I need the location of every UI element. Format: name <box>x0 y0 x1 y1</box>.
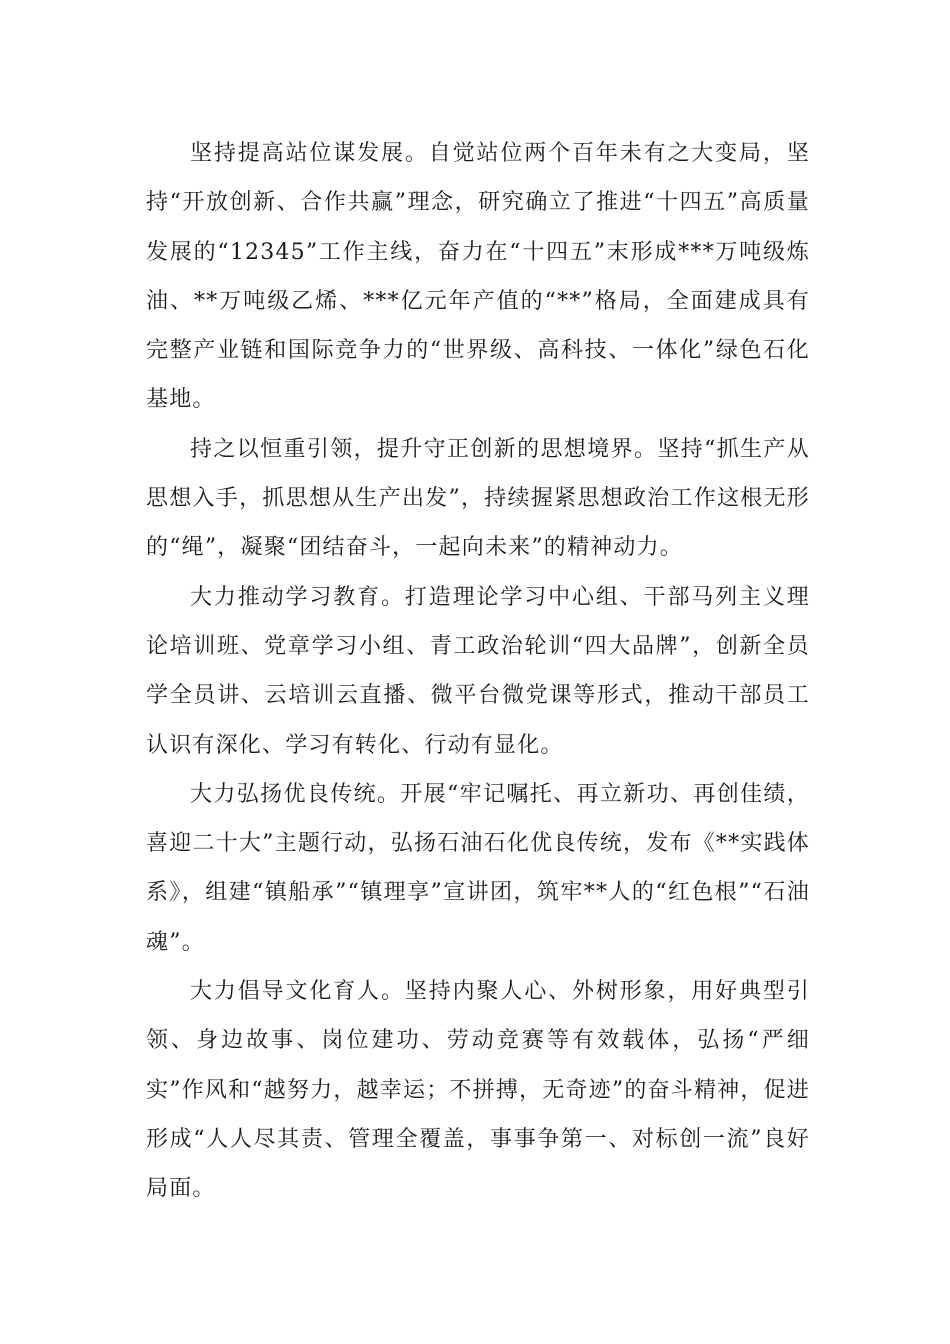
paragraph-5: 大力倡导文化育人。坚持内聚人心、外树形象，用好典型引领、身边故事、岗位建功、劳动竞赛等有效载体，弘扬“严细实”作风和“越努力，越幸运；不拼搏，无奇迹”的奋斗精神，促进形成“人人尽其责、管理全覆盖，事事争第一、对标创一流”良好局面。 <box>146 979 810 1202</box>
paragraph-3: 大力推动学习教育。打造理论学习中心组、干部马列主义理论培训班、党章学习小组、青工政治轮训“四大品牌”，创新全员学全员讲、云培训云直播、微平台微党课等形式，推动干部员工认识有深化、学习有转化、行动有显化。 <box>146 584 810 758</box>
paragraph-2: 持之以恒重引领，提升守正创新的思想境界。坚持“抓生产从思想入手，抓思想从生产出发”，持续握紧思想政治工作这根无形的“绳”，凝聚“团结奋斗，一起向未来”的精神动力。 <box>146 436 810 561</box>
paragraph-1: 坚持提高站位谋发展。自觉站位两个百年未有之大变局，坚持“开放创新、合作共赢”理念，研究确立了推进“十四五”高质量发展的“12345”工作主线，奋力在“十四五”末形成***万吨级炼油、**万吨级乙烯、***亿元年产值的“**”格局，全面建成具有完整产业链和国际竞争力的“世界级、高科技、一体化”绿色石化基地。 <box>146 141 810 413</box>
document-body <box>146 129 810 1214</box>
paragraph-4: 大力弘扬优良传统。开展“牢记嘱托、再立新功、再创佳绩，喜迎二十大”主题行动，弘扬石油石化优良传统，发布《**实践体系》，组建“镇船承”“镇理享”宣讲团，筑牢**人的“红色根”“石油魂”。 <box>146 781 810 955</box>
